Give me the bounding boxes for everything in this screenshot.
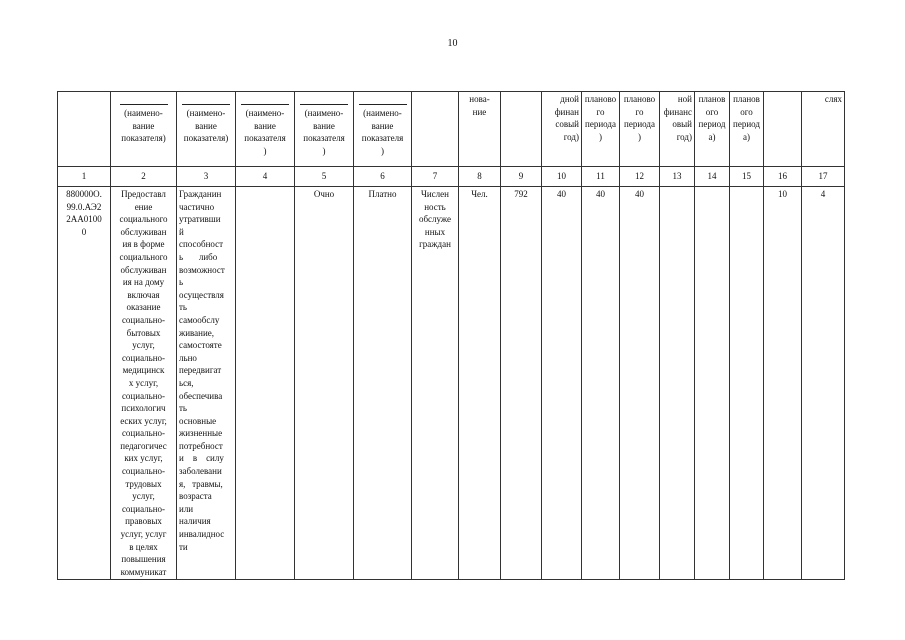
column-number: 12 — [620, 167, 660, 187]
header-cell-10: дной финан совый год) — [542, 92, 582, 167]
fee-plan-year-1-cell — [695, 187, 730, 580]
column-number: 6 — [354, 167, 412, 187]
header-cell-11: планово го периода ) — [582, 92, 620, 167]
value-year-cell: 40 — [542, 187, 582, 580]
column-number: 2 — [111, 167, 177, 187]
payment-type-cell: Платно — [354, 187, 412, 580]
column-number: 17 — [802, 167, 845, 187]
header-cell-3: (наимено- вание показателя) — [177, 92, 236, 167]
column-number: 16 — [764, 167, 802, 187]
deviation-absolute-cell: 4 — [802, 187, 845, 580]
header-cell-7 — [412, 92, 459, 167]
recipient-category-cell: Гражданин частично утративши й способност ь либо возможност ь осуществля ть самообслу живание, самостояте льно передвигат ься, обеспечива ть основные жизненные потребност и в силу заболевани я, травмы, возраста или наличия инвалиднос ти — [177, 187, 236, 580]
deviation-percent-cell: 10 — [764, 187, 802, 580]
registry-code-cell: 880000О. 99.0.АЭ2 2АА0100 0 — [58, 187, 111, 580]
column-number-row — [58, 167, 845, 187]
table-header-row — [58, 92, 845, 167]
column-number: 7 — [412, 167, 459, 187]
column-number: 13 — [660, 167, 695, 187]
header-cell-13: ной финанс овый год) — [660, 92, 695, 167]
header-cell-16 — [764, 92, 802, 167]
column-number: 8 — [459, 167, 501, 187]
header-cell-12: планово го периода ) — [620, 92, 660, 167]
service-form-cell: Очно — [295, 187, 354, 580]
value-plan-year-2-cell: 40 — [620, 187, 660, 580]
fee-plan-year-2-cell — [730, 187, 764, 580]
header-cell-9 — [501, 92, 542, 167]
header-cell-2: (наимено- вание показателя) — [111, 92, 177, 167]
table-row — [58, 187, 845, 580]
column-number: 5 — [295, 167, 354, 187]
fee-year-cell — [660, 187, 695, 580]
service-content-cell: Предоставл ение социального обслуживан ия в форме социального обслуживан ия на дому включая оказание социально- бытовых услуг, социально- медицинск х услуг, социально- психологич еских услуг, социально- педагогичес ких услуг, социально- трудовых услуг, социально- правовых услуг, услуг в целях повышения коммуникат — [111, 187, 177, 580]
page-number: 10 — [447, 38, 458, 49]
column-number: 10 — [542, 167, 582, 187]
header-cell-15: планов ого период а) — [730, 92, 764, 167]
service-indicators-table — [57, 91, 845, 580]
unit-name-cell: Чел. — [459, 187, 501, 580]
value-plan-year-1-cell: 40 — [582, 187, 620, 580]
header-cell-5: (наимено- вание показателя ) — [295, 92, 354, 167]
indicator-cell-4 — [236, 187, 295, 580]
column-number: 15 — [730, 167, 764, 187]
column-number: 1 — [58, 167, 111, 187]
okei-code-cell: 792 — [501, 187, 542, 580]
column-number: 9 — [501, 167, 542, 187]
volume-indicator-cell: Числен ность обслуже нных граждан — [412, 187, 459, 580]
header-cell-4: (наимено- вание показателя ) — [236, 92, 295, 167]
column-number: 14 — [695, 167, 730, 187]
column-number: 3 — [177, 167, 236, 187]
header-cell-8: нова- ние — [459, 92, 501, 167]
column-number: 4 — [236, 167, 295, 187]
header-cell-17: слях — [802, 92, 845, 167]
header-cell-1 — [58, 92, 111, 167]
header-cell-14: планов ого период а) — [695, 92, 730, 167]
column-number: 11 — [582, 167, 620, 187]
header-cell-6: (наимено- вание показателя ) — [354, 92, 412, 167]
